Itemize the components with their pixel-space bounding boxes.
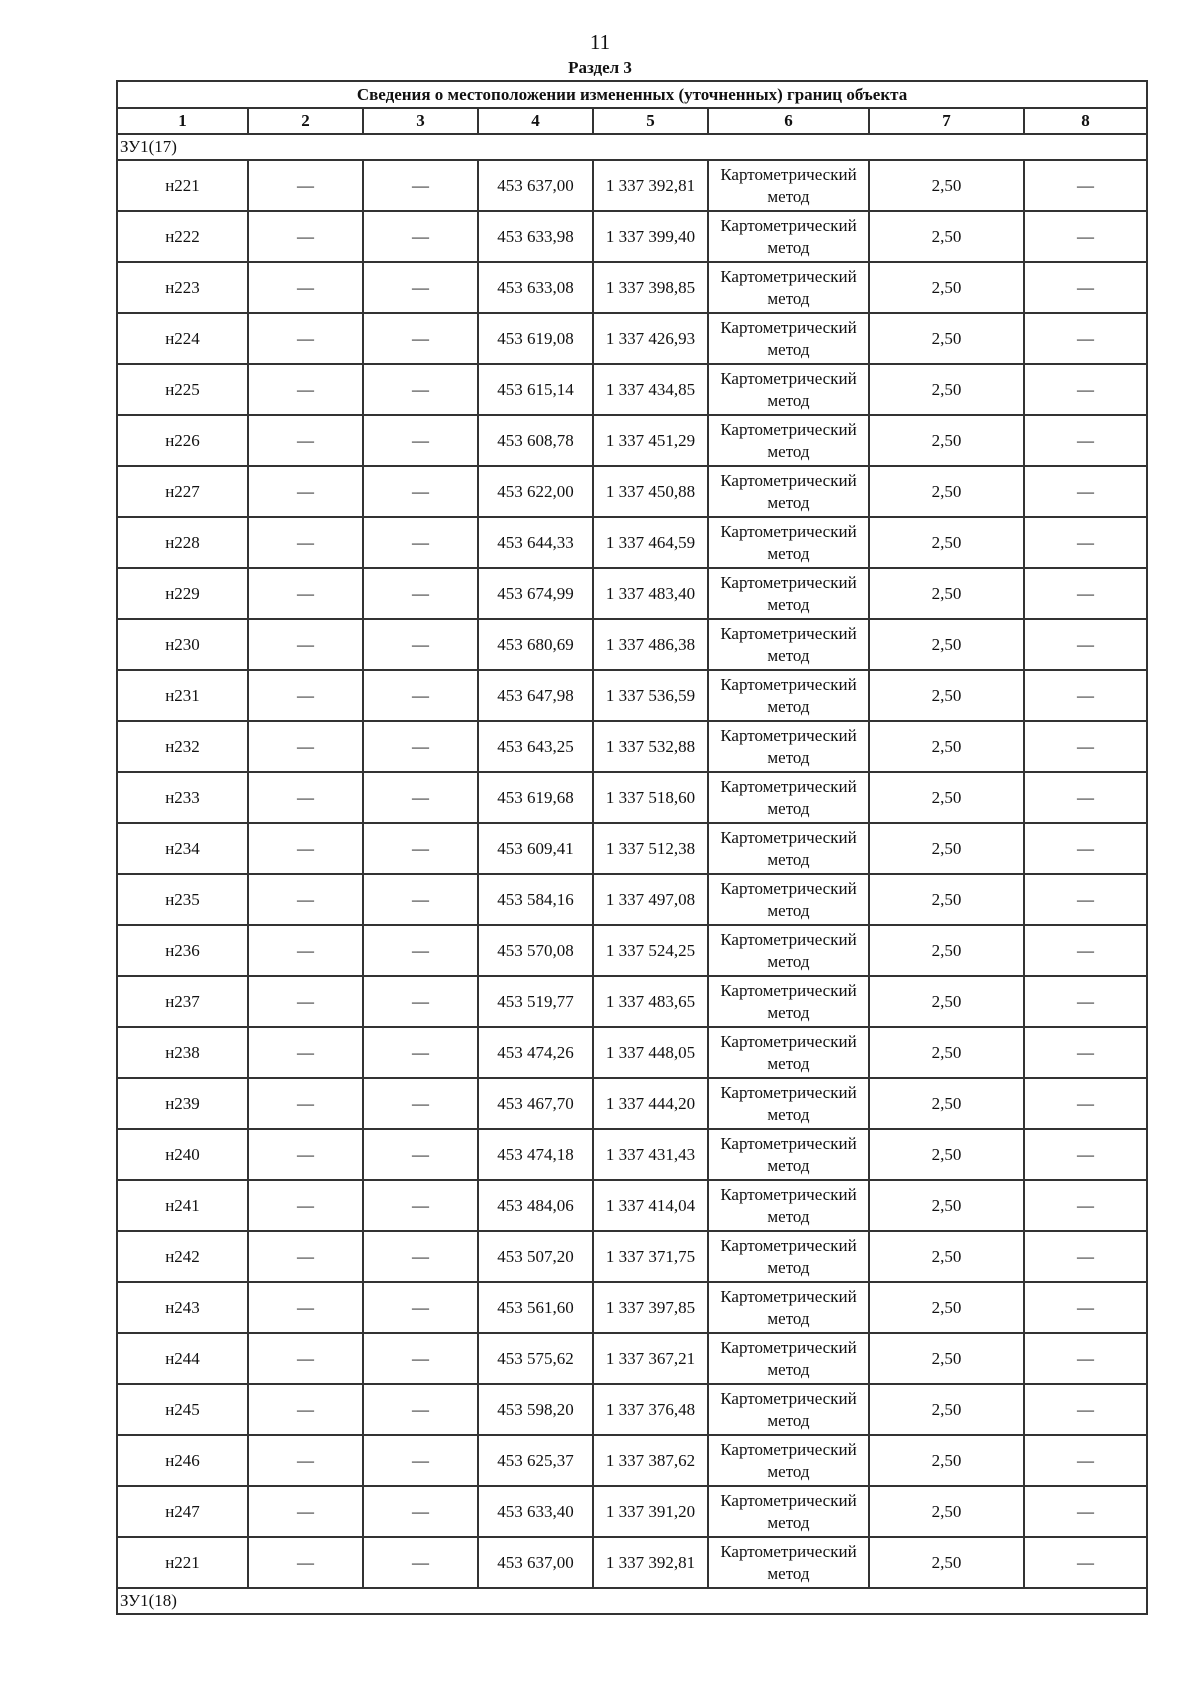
x-coordinate-cell: 453 474,18 bbox=[478, 1129, 593, 1180]
table-row bbox=[117, 1333, 1147, 1384]
y-coordinate-cell: 1 337 444,20 bbox=[593, 1078, 708, 1129]
table-row bbox=[117, 1231, 1147, 1282]
accuracy-cell: 2,50 bbox=[869, 1486, 1024, 1537]
accuracy-cell: 2,50 bbox=[869, 1435, 1024, 1486]
column-8-cell: — bbox=[1024, 1180, 1147, 1231]
column-8-cell: — bbox=[1024, 925, 1147, 976]
column-8-cell: — bbox=[1024, 1435, 1147, 1486]
column-3-cell: — bbox=[363, 874, 478, 925]
y-coordinate-cell: 1 337 397,85 bbox=[593, 1282, 708, 1333]
column-8-cell: — bbox=[1024, 1231, 1147, 1282]
column-number: 4 bbox=[478, 108, 593, 134]
column-3-cell: — bbox=[363, 619, 478, 670]
column-2-cell: — bbox=[248, 1180, 363, 1231]
column-3-cell: — bbox=[363, 1282, 478, 1333]
x-coordinate-cell: 453 519,77 bbox=[478, 976, 593, 1027]
y-coordinate-cell: 1 337 451,29 bbox=[593, 415, 708, 466]
point-number-cell: н245 bbox=[117, 1384, 248, 1435]
column-3-cell: — bbox=[363, 160, 478, 211]
table-row bbox=[117, 772, 1147, 823]
column-3-cell: — bbox=[363, 415, 478, 466]
method-cell: Картометрический метод bbox=[708, 262, 869, 313]
method-cell: Картометрический метод bbox=[708, 313, 869, 364]
method-cell: Картометрический метод bbox=[708, 772, 869, 823]
column-3-cell: — bbox=[363, 670, 478, 721]
column-2-cell: — bbox=[248, 415, 363, 466]
x-coordinate-cell: 453 633,98 bbox=[478, 211, 593, 262]
x-coordinate-cell: 453 680,69 bbox=[478, 619, 593, 670]
column-3-cell: — bbox=[363, 517, 478, 568]
table-title-row bbox=[117, 81, 1147, 108]
accuracy-cell: 2,50 bbox=[869, 1231, 1024, 1282]
table-row bbox=[117, 568, 1147, 619]
column-8-cell: — bbox=[1024, 313, 1147, 364]
x-coordinate-cell: 453 625,37 bbox=[478, 1435, 593, 1486]
x-coordinate-cell: 453 598,20 bbox=[478, 1384, 593, 1435]
x-coordinate-cell: 453 643,25 bbox=[478, 721, 593, 772]
method-cell: Картометрический метод bbox=[708, 976, 869, 1027]
column-8-cell: — bbox=[1024, 772, 1147, 823]
column-3-cell: — bbox=[363, 1333, 478, 1384]
y-coordinate-cell: 1 337 392,81 bbox=[593, 160, 708, 211]
accuracy-cell: 2,50 bbox=[869, 721, 1024, 772]
column-8-cell: — bbox=[1024, 874, 1147, 925]
column-2-cell: — bbox=[248, 1384, 363, 1435]
table-row bbox=[117, 1027, 1147, 1078]
accuracy-cell: 2,50 bbox=[869, 619, 1024, 670]
column-2-cell: — bbox=[248, 211, 363, 262]
point-number-cell: н239 bbox=[117, 1078, 248, 1129]
y-coordinate-cell: 1 337 512,38 bbox=[593, 823, 708, 874]
column-3-cell: — bbox=[363, 1231, 478, 1282]
point-number-cell: н232 bbox=[117, 721, 248, 772]
group-row bbox=[117, 134, 1147, 160]
accuracy-cell: 2,50 bbox=[869, 1129, 1024, 1180]
column-2-cell: — bbox=[248, 1435, 363, 1486]
column-number: 2 bbox=[248, 108, 363, 134]
column-8-cell: — bbox=[1024, 721, 1147, 772]
accuracy-cell: 2,50 bbox=[869, 874, 1024, 925]
page-number: 11 bbox=[589, 30, 611, 54]
accuracy-cell: 2,50 bbox=[869, 364, 1024, 415]
method-cell: Картометрический метод bbox=[708, 670, 869, 721]
x-coordinate-cell: 453 507,20 bbox=[478, 1231, 593, 1282]
method-cell: Картометрический метод bbox=[708, 721, 869, 772]
table-row bbox=[117, 1435, 1147, 1486]
table-row bbox=[117, 670, 1147, 721]
method-cell: Картометрический метод bbox=[708, 364, 869, 415]
column-2-cell: — bbox=[248, 1231, 363, 1282]
accuracy-cell: 2,50 bbox=[869, 466, 1024, 517]
column-2-cell: — bbox=[248, 160, 363, 211]
column-8-cell: — bbox=[1024, 466, 1147, 517]
column-2-cell: — bbox=[248, 364, 363, 415]
column-2-cell: — bbox=[248, 670, 363, 721]
method-cell: Картометрический метод bbox=[708, 1078, 869, 1129]
point-number-cell: н227 bbox=[117, 466, 248, 517]
method-cell: Картометрический метод bbox=[708, 568, 869, 619]
point-number-cell: н233 bbox=[117, 772, 248, 823]
x-coordinate-cell: 453 615,14 bbox=[478, 364, 593, 415]
x-coordinate-cell: 453 633,40 bbox=[478, 1486, 593, 1537]
accuracy-cell: 2,50 bbox=[869, 976, 1024, 1027]
table-row bbox=[117, 976, 1147, 1027]
x-coordinate-cell: 453 467,70 bbox=[478, 1078, 593, 1129]
column-2-cell: — bbox=[248, 1486, 363, 1537]
column-2-cell: — bbox=[248, 874, 363, 925]
table-row bbox=[117, 160, 1147, 211]
y-coordinate-cell: 1 337 399,40 bbox=[593, 211, 708, 262]
column-8-cell: — bbox=[1024, 1384, 1147, 1435]
table-row bbox=[117, 1384, 1147, 1435]
group-label: ЗУ1(18) bbox=[117, 1588, 1147, 1614]
accuracy-cell: 2,50 bbox=[869, 262, 1024, 313]
column-number: 3 bbox=[363, 108, 478, 134]
x-coordinate-cell: 453 561,60 bbox=[478, 1282, 593, 1333]
column-3-cell: — bbox=[363, 262, 478, 313]
column-8-cell: — bbox=[1024, 415, 1147, 466]
column-8-cell: — bbox=[1024, 1282, 1147, 1333]
column-2-cell: — bbox=[248, 1027, 363, 1078]
column-2-cell: — bbox=[248, 1537, 363, 1588]
table-row bbox=[117, 823, 1147, 874]
column-3-cell: — bbox=[363, 1027, 478, 1078]
point-number-cell: н225 bbox=[117, 364, 248, 415]
column-3-cell: — bbox=[363, 1537, 478, 1588]
column-2-cell: — bbox=[248, 568, 363, 619]
point-number-cell: н224 bbox=[117, 313, 248, 364]
y-coordinate-cell: 1 337 448,05 bbox=[593, 1027, 708, 1078]
accuracy-cell: 2,50 bbox=[869, 1180, 1024, 1231]
y-coordinate-cell: 1 337 376,48 bbox=[593, 1384, 708, 1435]
y-coordinate-cell: 1 337 431,43 bbox=[593, 1129, 708, 1180]
method-cell: Картометрический метод bbox=[708, 1231, 869, 1282]
method-cell: Картометрический метод bbox=[708, 619, 869, 670]
table-row bbox=[117, 211, 1147, 262]
method-cell: Картометрический метод bbox=[708, 925, 869, 976]
column-8-cell: — bbox=[1024, 670, 1147, 721]
column-8-cell: — bbox=[1024, 823, 1147, 874]
column-8-cell: — bbox=[1024, 517, 1147, 568]
method-cell: Картометрический метод bbox=[708, 415, 869, 466]
column-2-cell: — bbox=[248, 823, 363, 874]
point-number-cell: н241 bbox=[117, 1180, 248, 1231]
point-number-cell: н235 bbox=[117, 874, 248, 925]
column-3-cell: — bbox=[363, 211, 478, 262]
y-coordinate-cell: 1 337 371,75 bbox=[593, 1231, 708, 1282]
point-number-cell: н246 bbox=[117, 1435, 248, 1486]
column-8-cell: — bbox=[1024, 1333, 1147, 1384]
x-coordinate-cell: 453 584,16 bbox=[478, 874, 593, 925]
point-number-cell: н244 bbox=[117, 1333, 248, 1384]
column-2-cell: — bbox=[248, 466, 363, 517]
column-3-cell: — bbox=[363, 721, 478, 772]
point-number-cell: н242 bbox=[117, 1231, 248, 1282]
accuracy-cell: 2,50 bbox=[869, 823, 1024, 874]
column-8-cell: — bbox=[1024, 1486, 1147, 1537]
x-coordinate-cell: 453 633,08 bbox=[478, 262, 593, 313]
column-number: 7 bbox=[869, 108, 1024, 134]
section-heading: Раздел 3 bbox=[568, 58, 632, 77]
point-number-cell: н238 bbox=[117, 1027, 248, 1078]
column-number: 6 bbox=[708, 108, 869, 134]
table-row bbox=[117, 1180, 1147, 1231]
point-number-cell: н236 bbox=[117, 925, 248, 976]
method-cell: Картометрический метод bbox=[708, 1027, 869, 1078]
column-8-cell: — bbox=[1024, 211, 1147, 262]
method-cell: Картометрический метод bbox=[708, 874, 869, 925]
method-cell: Картометрический метод bbox=[708, 1333, 869, 1384]
point-number-cell: н229 bbox=[117, 568, 248, 619]
x-coordinate-cell: 453 637,00 bbox=[478, 160, 593, 211]
y-coordinate-cell: 1 337 434,85 bbox=[593, 364, 708, 415]
point-number-cell: н226 bbox=[117, 415, 248, 466]
accuracy-cell: 2,50 bbox=[869, 1537, 1024, 1588]
accuracy-cell: 2,50 bbox=[869, 670, 1024, 721]
column-2-cell: — bbox=[248, 1129, 363, 1180]
table-row bbox=[117, 1078, 1147, 1129]
column-2-cell: — bbox=[248, 721, 363, 772]
column-3-cell: — bbox=[363, 568, 478, 619]
y-coordinate-cell: 1 337 392,81 bbox=[593, 1537, 708, 1588]
method-cell: Картометрический метод bbox=[708, 517, 869, 568]
y-coordinate-cell: 1 337 497,08 bbox=[593, 874, 708, 925]
x-coordinate-cell: 453 644,33 bbox=[478, 517, 593, 568]
accuracy-cell: 2,50 bbox=[869, 313, 1024, 364]
x-coordinate-cell: 453 619,08 bbox=[478, 313, 593, 364]
method-cell: Картометрический метод bbox=[708, 211, 869, 262]
accuracy-cell: 2,50 bbox=[869, 1027, 1024, 1078]
point-number-cell: н247 bbox=[117, 1486, 248, 1537]
table-row bbox=[117, 466, 1147, 517]
method-cell: Картометрический метод bbox=[708, 466, 869, 517]
column-3-cell: — bbox=[363, 976, 478, 1027]
column-2-cell: — bbox=[248, 517, 363, 568]
y-coordinate-cell: 1 337 367,21 bbox=[593, 1333, 708, 1384]
column-3-cell: — bbox=[363, 1486, 478, 1537]
accuracy-cell: 2,50 bbox=[869, 1282, 1024, 1333]
table-row bbox=[117, 721, 1147, 772]
column-number-row bbox=[117, 108, 1147, 134]
accuracy-cell: 2,50 bbox=[869, 517, 1024, 568]
column-2-cell: — bbox=[248, 313, 363, 364]
point-number-cell: н223 bbox=[117, 262, 248, 313]
y-coordinate-cell: 1 337 391,20 bbox=[593, 1486, 708, 1537]
x-coordinate-cell: 453 570,08 bbox=[478, 925, 593, 976]
accuracy-cell: 2,50 bbox=[869, 925, 1024, 976]
accuracy-cell: 2,50 bbox=[869, 1333, 1024, 1384]
table-row bbox=[117, 415, 1147, 466]
column-3-cell: — bbox=[363, 1078, 478, 1129]
y-coordinate-cell: 1 337 486,38 bbox=[593, 619, 708, 670]
table-row bbox=[117, 1282, 1147, 1333]
column-3-cell: — bbox=[363, 1435, 478, 1486]
column-3-cell: — bbox=[363, 313, 478, 364]
column-3-cell: — bbox=[363, 1180, 478, 1231]
table-row bbox=[117, 619, 1147, 670]
column-number: 5 bbox=[593, 108, 708, 134]
column-2-cell: — bbox=[248, 619, 363, 670]
point-number-cell: н237 bbox=[117, 976, 248, 1027]
y-coordinate-cell: 1 337 483,65 bbox=[593, 976, 708, 1027]
column-2-cell: — bbox=[248, 1078, 363, 1129]
column-2-cell: — bbox=[248, 976, 363, 1027]
column-8-cell: — bbox=[1024, 619, 1147, 670]
x-coordinate-cell: 453 474,26 bbox=[478, 1027, 593, 1078]
column-3-cell: — bbox=[363, 823, 478, 874]
column-3-cell: — bbox=[363, 925, 478, 976]
table-row bbox=[117, 874, 1147, 925]
x-coordinate-cell: 453 647,98 bbox=[478, 670, 593, 721]
point-number-cell: н228 bbox=[117, 517, 248, 568]
y-coordinate-cell: 1 337 464,59 bbox=[593, 517, 708, 568]
column-8-cell: — bbox=[1024, 976, 1147, 1027]
y-coordinate-cell: 1 337 524,25 bbox=[593, 925, 708, 976]
accuracy-cell: 2,50 bbox=[869, 160, 1024, 211]
column-3-cell: — bbox=[363, 466, 478, 517]
point-number-cell: н240 bbox=[117, 1129, 248, 1180]
column-8-cell: — bbox=[1024, 1027, 1147, 1078]
y-coordinate-cell: 1 337 414,04 bbox=[593, 1180, 708, 1231]
y-coordinate-cell: 1 337 450,88 bbox=[593, 466, 708, 517]
column-2-cell: — bbox=[248, 772, 363, 823]
column-8-cell: — bbox=[1024, 262, 1147, 313]
accuracy-cell: 2,50 bbox=[869, 1384, 1024, 1435]
method-cell: Картометрический метод bbox=[708, 823, 869, 874]
y-coordinate-cell: 1 337 483,40 bbox=[593, 568, 708, 619]
accuracy-cell: 2,50 bbox=[869, 415, 1024, 466]
x-coordinate-cell: 453 484,06 bbox=[478, 1180, 593, 1231]
point-number-cell: н230 bbox=[117, 619, 248, 670]
point-number-cell: н234 bbox=[117, 823, 248, 874]
x-coordinate-cell: 453 637,00 bbox=[478, 1537, 593, 1588]
method-cell: Картометрический метод bbox=[708, 160, 869, 211]
point-number-cell: н231 bbox=[117, 670, 248, 721]
x-coordinate-cell: 453 608,78 bbox=[478, 415, 593, 466]
column-2-cell: — bbox=[248, 1333, 363, 1384]
table-row bbox=[117, 364, 1147, 415]
column-3-cell: — bbox=[363, 1384, 478, 1435]
x-coordinate-cell: 453 674,99 bbox=[478, 568, 593, 619]
method-cell: Картометрический метод bbox=[708, 1384, 869, 1435]
point-number-cell: н221 bbox=[117, 1537, 248, 1588]
accuracy-cell: 2,50 bbox=[869, 1078, 1024, 1129]
column-3-cell: — bbox=[363, 1129, 478, 1180]
column-2-cell: — bbox=[248, 925, 363, 976]
method-cell: Картометрический метод bbox=[708, 1129, 869, 1180]
column-8-cell: — bbox=[1024, 1537, 1147, 1588]
x-coordinate-cell: 453 622,00 bbox=[478, 466, 593, 517]
method-cell: Картометрический метод bbox=[708, 1435, 869, 1486]
y-coordinate-cell: 1 337 387,62 bbox=[593, 1435, 708, 1486]
x-coordinate-cell: 453 619,68 bbox=[478, 772, 593, 823]
x-coordinate-cell: 453 575,62 bbox=[478, 1333, 593, 1384]
table-row bbox=[117, 262, 1147, 313]
column-2-cell: — bbox=[248, 1282, 363, 1333]
column-8-cell: — bbox=[1024, 568, 1147, 619]
method-cell: Картометрический метод bbox=[708, 1537, 869, 1588]
table-row bbox=[117, 925, 1147, 976]
column-2-cell: — bbox=[248, 262, 363, 313]
boundary-coordinates-table bbox=[116, 80, 1148, 1615]
table-title: Сведения о местоположении измененных (уточненных) границ объекта bbox=[117, 81, 1147, 108]
method-cell: Картометрический метод bbox=[708, 1486, 869, 1537]
y-coordinate-cell: 1 337 518,60 bbox=[593, 772, 708, 823]
table-row bbox=[117, 313, 1147, 364]
point-number-cell: н221 bbox=[117, 160, 248, 211]
column-number: 1 bbox=[117, 108, 248, 134]
y-coordinate-cell: 1 337 532,88 bbox=[593, 721, 708, 772]
column-8-cell: — bbox=[1024, 1078, 1147, 1129]
column-8-cell: — bbox=[1024, 364, 1147, 415]
group-label: ЗУ1(17) bbox=[117, 134, 1147, 160]
group-row bbox=[117, 1588, 1147, 1614]
point-number-cell: н243 bbox=[117, 1282, 248, 1333]
method-cell: Картометрический метод bbox=[708, 1180, 869, 1231]
column-3-cell: — bbox=[363, 772, 478, 823]
column-number: 8 bbox=[1024, 108, 1147, 134]
table-row bbox=[117, 1537, 1147, 1588]
column-8-cell: — bbox=[1024, 160, 1147, 211]
table-row bbox=[117, 517, 1147, 568]
table-row bbox=[117, 1486, 1147, 1537]
point-number-cell: н222 bbox=[117, 211, 248, 262]
column-8-cell: — bbox=[1024, 1129, 1147, 1180]
column-3-cell: — bbox=[363, 364, 478, 415]
accuracy-cell: 2,50 bbox=[869, 772, 1024, 823]
table-row bbox=[117, 1129, 1147, 1180]
accuracy-cell: 2,50 bbox=[869, 568, 1024, 619]
x-coordinate-cell: 453 609,41 bbox=[478, 823, 593, 874]
method-cell: Картометрический метод bbox=[708, 1282, 869, 1333]
accuracy-cell: 2,50 bbox=[869, 211, 1024, 262]
y-coordinate-cell: 1 337 398,85 bbox=[593, 262, 708, 313]
y-coordinate-cell: 1 337 426,93 bbox=[593, 313, 708, 364]
y-coordinate-cell: 1 337 536,59 bbox=[593, 670, 708, 721]
